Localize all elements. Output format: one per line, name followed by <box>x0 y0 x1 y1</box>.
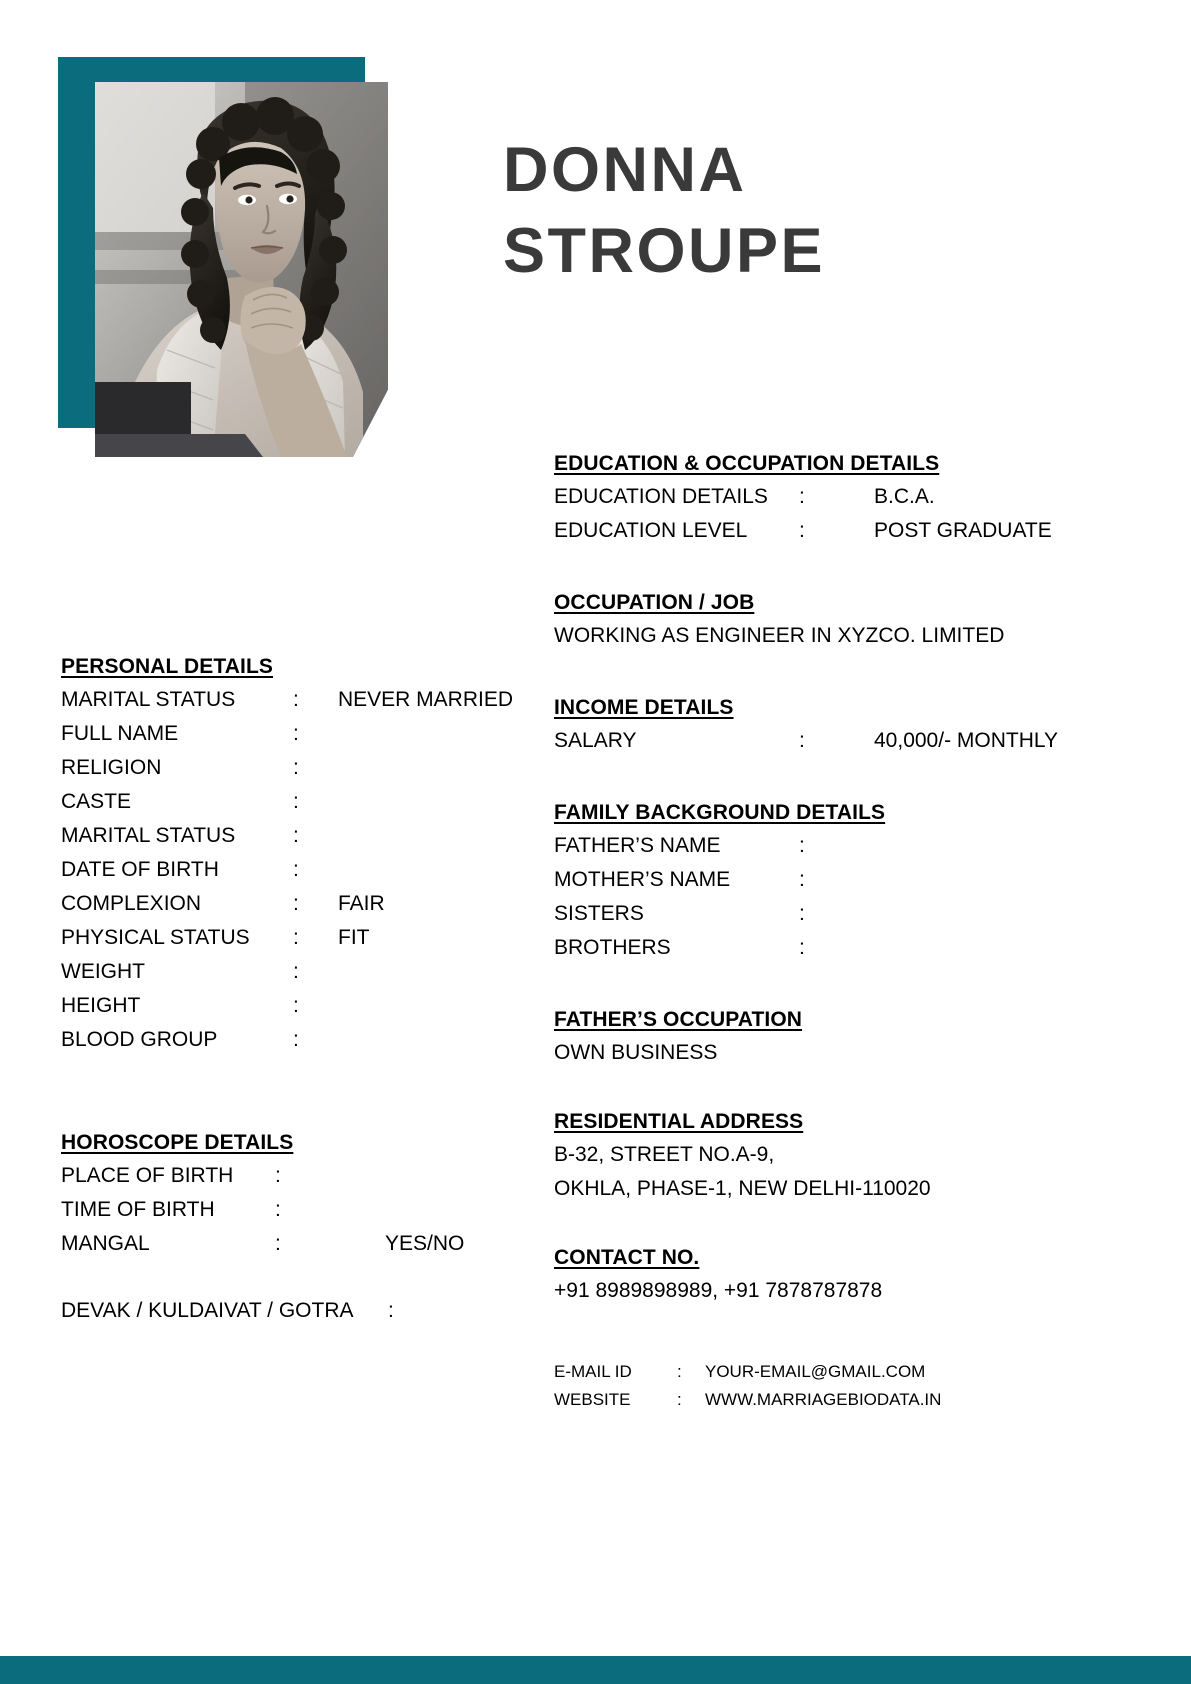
spacer <box>554 758 1154 801</box>
row-colon: : <box>293 688 299 711</box>
row-label: MARITAL STATUS <box>61 688 236 711</box>
row-label: BROTHERS <box>554 936 671 960</box>
personal-details-section <box>61 655 531 1057</box>
row-label: EDUCATION LEVEL <box>554 519 748 543</box>
education-occupation-section <box>554 452 1154 548</box>
name-line-first: DONNA <box>503 135 747 205</box>
website-value[interactable]: WWW.MARRIAGEBIODATA.IN <box>705 1389 942 1409</box>
row-value: 40,000/- MONTHLY <box>874 729 1059 753</box>
row-colon: : <box>275 1164 281 1187</box>
devak-section <box>61 1294 531 1328</box>
table-row <box>61 751 531 785</box>
row-label: COMPLEXION <box>61 892 202 916</box>
row-colon: : <box>293 892 299 916</box>
income-details-section <box>554 696 1154 758</box>
table-row <box>61 1023 531 1057</box>
profile-photo-image <box>95 82 388 457</box>
occupation-title: OCCUPATION / JOB <box>554 591 755 615</box>
row-label: SALARY <box>554 729 637 753</box>
occupation-section <box>554 591 1154 653</box>
horoscope-details-section <box>61 1131 531 1261</box>
personal-details-title: PERSONAL DETAILS <box>61 655 274 678</box>
row-colon: : <box>293 994 299 1018</box>
row-label: DATE OF BIRTH <box>61 858 219 882</box>
row-colon: : <box>293 756 299 780</box>
table-row <box>61 785 531 819</box>
row-colon: : <box>275 1198 281 1222</box>
table-row <box>61 1294 531 1328</box>
horoscope-details-title: HOROSCOPE DETAILS <box>61 1131 294 1154</box>
table-row <box>554 931 1154 965</box>
contact-extra-section <box>554 1358 1074 1413</box>
spacer <box>554 1206 1154 1246</box>
photo-block <box>58 57 388 457</box>
row-label: MOTHER’S NAME <box>554 868 731 892</box>
family-background-title: FAMILY BACKGROUND DETAILS <box>554 801 886 825</box>
spacer <box>554 1070 1154 1110</box>
row-colon: : <box>388 1299 394 1322</box>
table-row <box>554 514 1154 548</box>
row-colon: : <box>293 858 299 882</box>
candidate-name <box>503 130 1123 291</box>
row-label: MARITAL STATUS <box>61 824 236 848</box>
row-label: PLACE OF BIRTH <box>61 1164 234 1187</box>
family-background-section <box>554 801 1154 965</box>
spacer <box>554 653 1154 696</box>
row-value: FAIR <box>338 892 385 916</box>
row-label: CASTE <box>61 790 132 814</box>
table-row <box>61 989 531 1023</box>
row-label: RELIGION <box>61 756 162 780</box>
table-row <box>61 887 531 921</box>
table-row <box>61 1193 531 1227</box>
table-row <box>554 829 1154 863</box>
row-label: TIME OF BIRTH <box>61 1198 215 1222</box>
row-label: WEIGHT <box>61 960 145 984</box>
row-colon: : <box>799 485 805 508</box>
income-details-title: INCOME DETAILS <box>554 696 734 720</box>
row-colon: : <box>293 790 299 814</box>
row-colon: : <box>293 722 299 746</box>
contact-phone-numbers: +91 8989898989, +91 7878787878 <box>554 1279 883 1303</box>
table-row <box>554 897 1154 931</box>
row-colon: : <box>677 1362 682 1381</box>
row-colon: : <box>293 926 299 950</box>
address-line-1: B-32, STREET NO.A-9, <box>554 1143 775 1167</box>
residential-address-title: RESIDENTIAL ADDRESS <box>554 1110 804 1134</box>
row-colon: : <box>293 960 299 984</box>
row-label: SISTERS <box>554 902 644 926</box>
row-label: FATHER’S NAME <box>554 834 721 858</box>
table-row <box>61 1159 531 1193</box>
row-value: B.C.A. <box>874 485 935 508</box>
row-label: BLOOD GROUP <box>61 1028 218 1052</box>
row-colon: : <box>799 936 805 960</box>
table-row <box>554 863 1154 897</box>
table-row <box>61 1227 531 1261</box>
right-column <box>554 452 1154 1308</box>
address-line-2: OKHLA, PHASE-1, NEW DELHI-110020 <box>554 1177 931 1201</box>
profile-photo <box>95 82 388 457</box>
name-line-last: STROUPE <box>503 215 826 286</box>
table-row <box>554 480 1154 514</box>
row-label: EDUCATION DETAILS <box>554 485 768 508</box>
row-label: FULL NAME <box>61 722 179 746</box>
table-row <box>554 1386 1074 1414</box>
table-row <box>61 955 531 989</box>
contact-section <box>554 1246 1154 1308</box>
table-row <box>61 717 531 751</box>
row-label: PHYSICAL STATUS <box>61 926 250 950</box>
row-colon: : <box>799 868 805 892</box>
table-row <box>554 724 1154 758</box>
email-value[interactable]: YOUR-EMAIL@GMAIL.COM <box>705 1362 926 1381</box>
row-colon: : <box>275 1232 281 1256</box>
row-label: E-MAIL ID <box>554 1362 632 1381</box>
spacer <box>554 548 1154 591</box>
row-colon: : <box>799 834 805 858</box>
table-row <box>61 683 531 717</box>
father-occupation-section <box>554 1008 1154 1070</box>
row-label: DEVAK / KULDAIVAT / GOTRA <box>61 1299 354 1322</box>
contact-title: CONTACT NO. <box>554 1246 700 1270</box>
row-label: HEIGHT <box>61 994 141 1018</box>
bottom-accent-bar <box>0 1656 1191 1684</box>
table-row <box>61 819 531 853</box>
row-colon: : <box>677 1389 682 1409</box>
row-value: FIT <box>338 926 370 950</box>
residential-address-section <box>554 1110 1154 1206</box>
occupation-text: WORKING AS ENGINEER IN XYZCO. LIMITED <box>554 624 1005 648</box>
row-colon: : <box>799 519 805 543</box>
row-value: YES/NO <box>385 1232 465 1256</box>
row-value: POST GRADUATE <box>874 519 1052 543</box>
father-occupation-title: FATHER’S OCCUPATION <box>554 1008 803 1032</box>
row-colon: : <box>293 1028 299 1052</box>
spacer <box>554 965 1154 1008</box>
row-colon: : <box>799 902 805 926</box>
table-row <box>61 921 531 955</box>
row-colon: : <box>799 729 805 753</box>
row-colon: : <box>293 824 299 848</box>
education-occupation-title: EDUCATION & OCCUPATION DETAILS <box>554 452 940 475</box>
row-value: NEVER MARRIED <box>338 688 514 711</box>
row-label: MANGAL <box>61 1232 150 1256</box>
row-label: WEBSITE <box>554 1389 631 1409</box>
father-occupation-text: OWN BUSINESS <box>554 1041 718 1065</box>
table-row <box>554 1358 1074 1386</box>
table-row <box>61 853 531 887</box>
